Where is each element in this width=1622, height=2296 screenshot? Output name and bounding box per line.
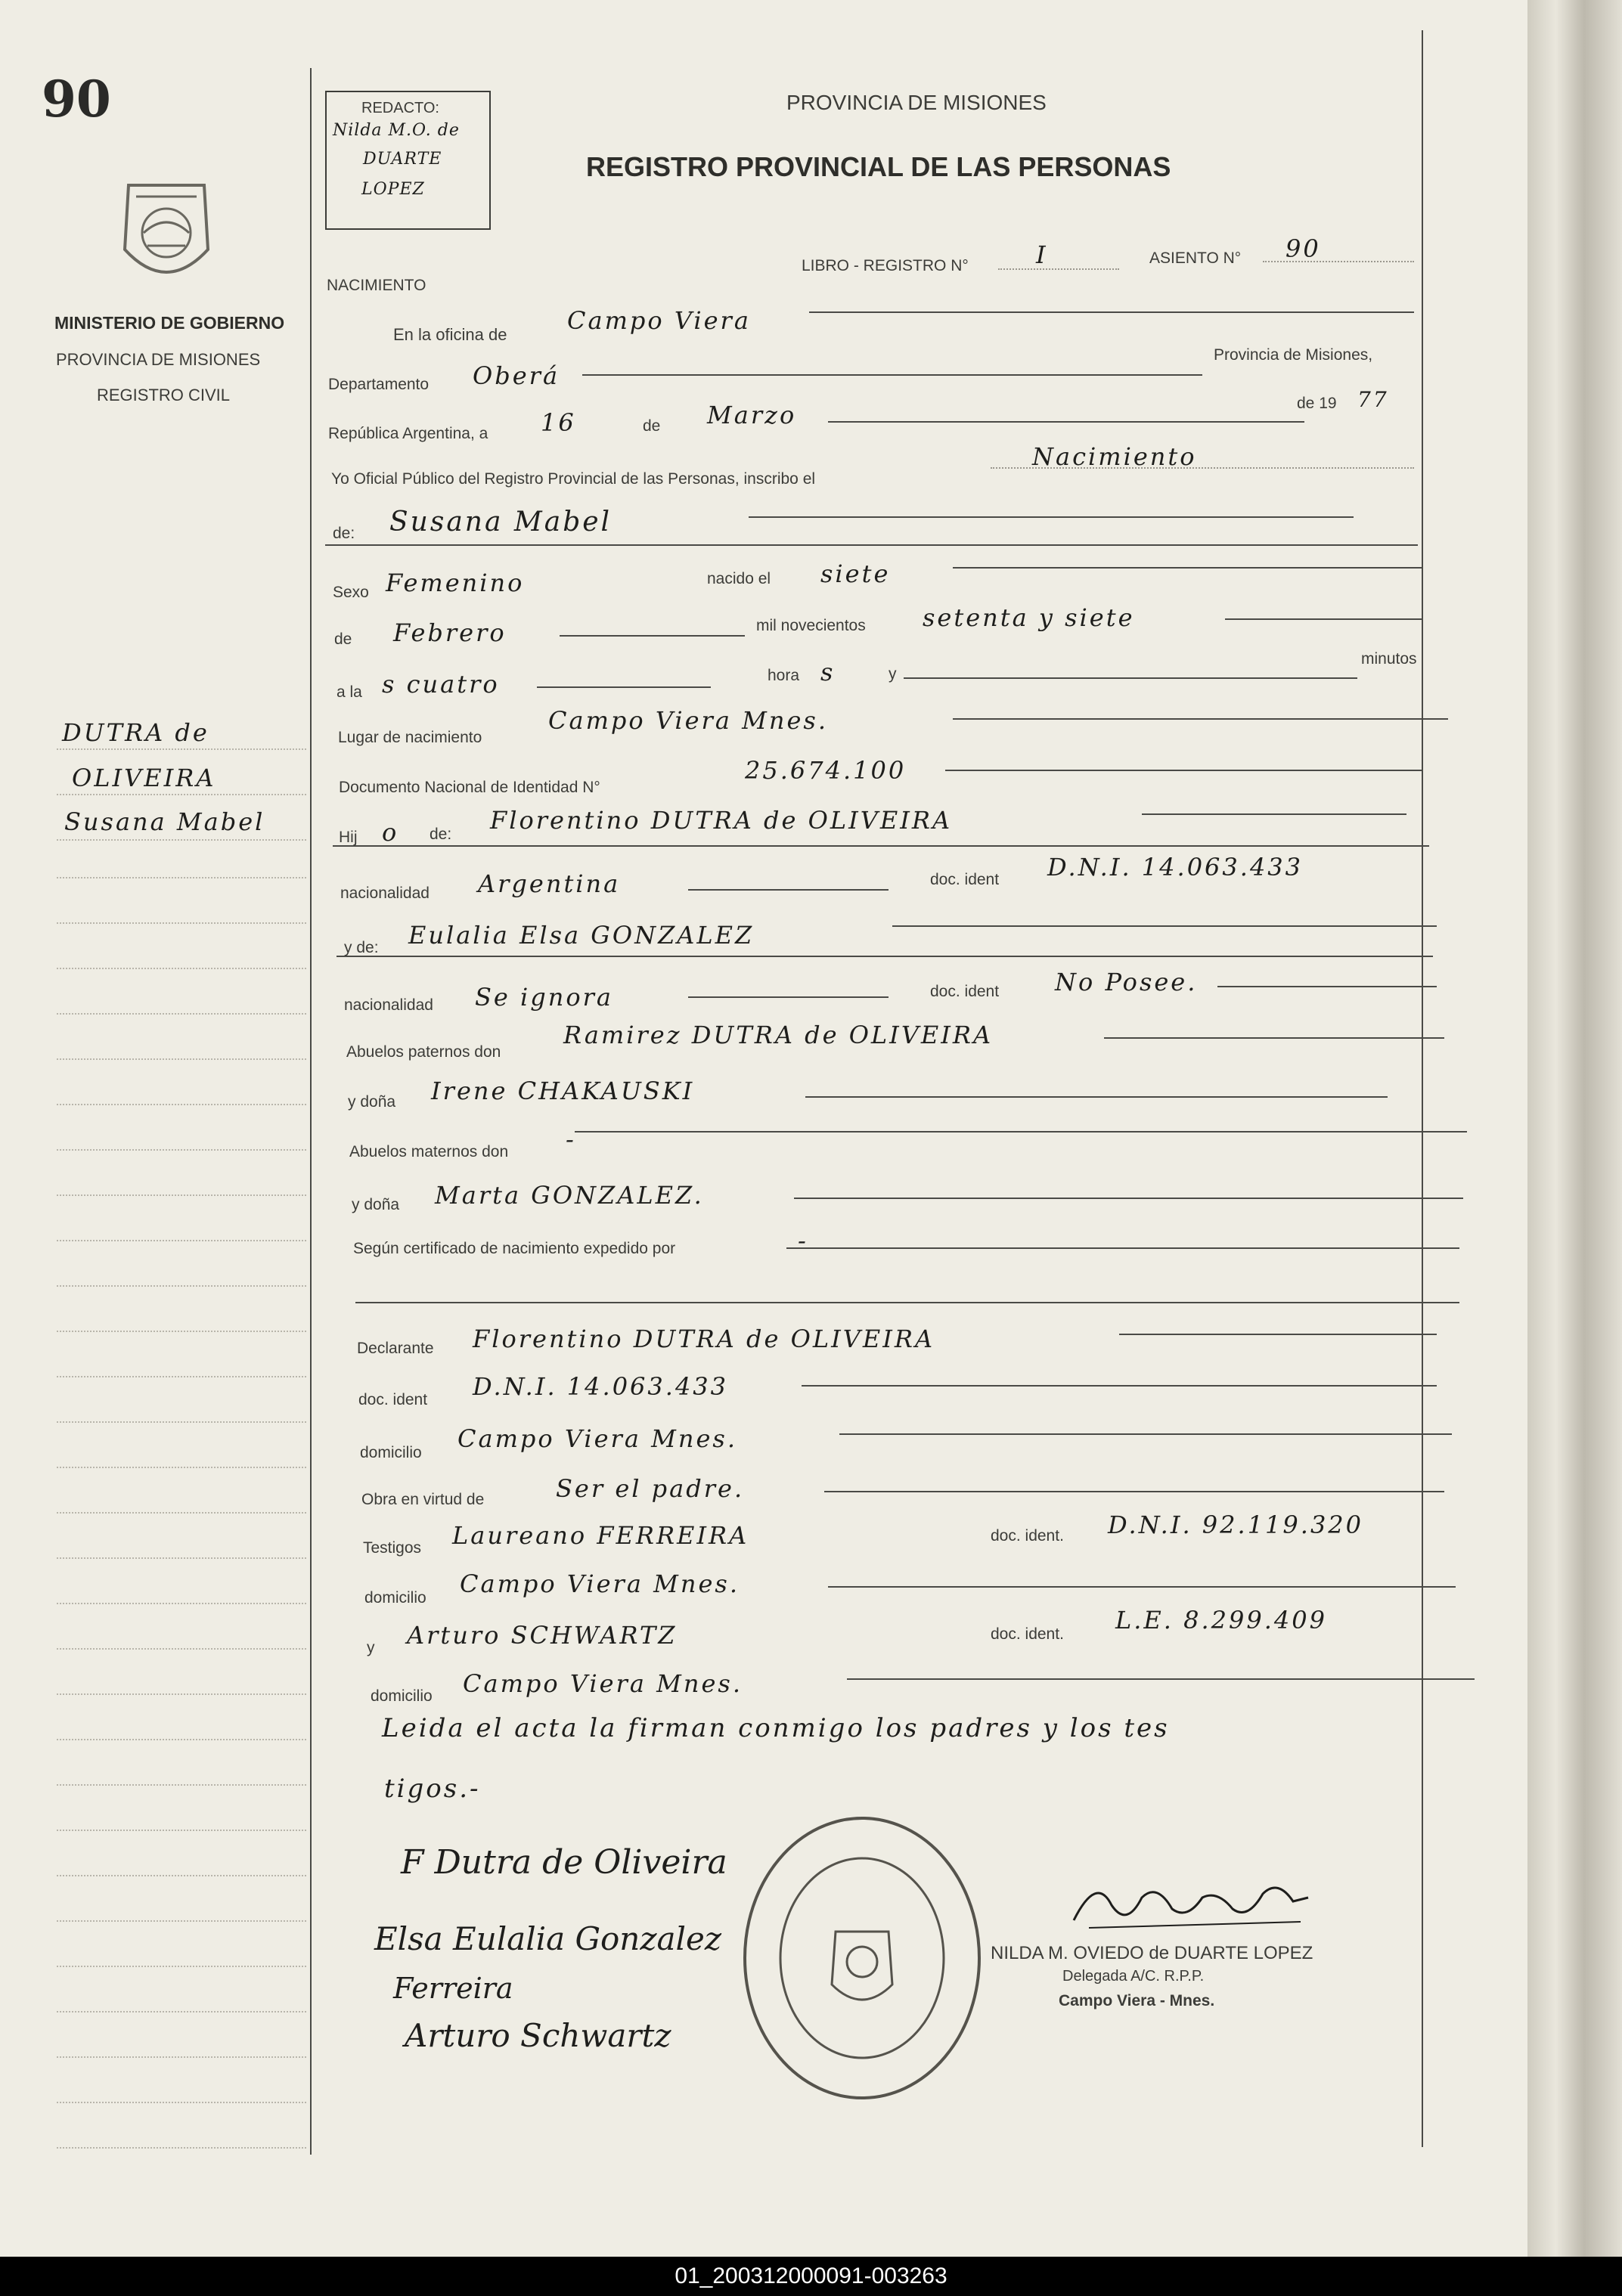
departamento-line <box>582 374 1202 376</box>
margin-rule <box>57 1512 306 1514</box>
t2-dom-label: domicilio <box>371 1687 433 1705</box>
hora-label: hora <box>768 667 800 684</box>
asiento-value: 90 <box>1286 234 1321 263</box>
margin-rule <box>57 968 306 969</box>
margin-rule <box>57 877 306 878</box>
cert-value: - <box>798 1226 808 1255</box>
decl-doc-line <box>802 1385 1437 1387</box>
obra-value: Ser el padre. <box>556 1474 745 1503</box>
official-signature <box>1066 1867 1316 1935</box>
margin-rule <box>57 1194 306 1196</box>
margin-rule <box>57 1104 306 1105</box>
ab-mat-dona-line <box>794 1198 1463 1199</box>
header-province: PROVINCIA DE MISIONES <box>786 91 1047 114</box>
madre-underline <box>336 956 1433 957</box>
nac-padre-line <box>688 889 889 891</box>
margin-rule <box>57 1467 306 1468</box>
anio-letras-value: setenta y siete <box>923 603 1135 632</box>
obra-label: Obra en virtud de <box>361 1491 485 1508</box>
margin-note-line3: Susana Mabel <box>64 807 265 836</box>
decl-doc-value: D.N.I. 14.063.433 <box>473 1372 729 1401</box>
a-las-label: a la <box>336 683 362 701</box>
lugar-value: Campo Viera Mnes. <box>548 706 828 735</box>
margin-rule <box>57 1648 306 1650</box>
asiento-dots <box>1263 261 1414 262</box>
cert-line <box>786 1247 1459 1249</box>
margin-rule <box>57 1421 306 1423</box>
margin-rule <box>57 2102 306 2103</box>
margin-rule <box>57 1331 306 1332</box>
doc-madre-line <box>1217 986 1437 987</box>
madre-line <box>892 925 1437 927</box>
nac-mes-line <box>560 635 745 637</box>
madre-label: y de: <box>344 939 379 956</box>
nombre-value: Susana Mabel <box>389 507 613 538</box>
t2-dom-value: Campo Viera Mnes. <box>463 1669 743 1698</box>
redacto-line3: LOPEZ <box>361 180 425 199</box>
hora-value: s cuatro <box>382 670 500 699</box>
hijo-de-label: de: <box>430 826 452 843</box>
declarante-line <box>1119 1334 1437 1335</box>
ab-pat-dona-line <box>805 1096 1388 1098</box>
leida-line2: tigos.- <box>384 1774 481 1804</box>
doc-padre-label: doc. ident <box>930 871 1000 888</box>
declarante-label: Declarante <box>357 1340 434 1357</box>
t1-doc-label: doc. ident. <box>991 1527 1064 1545</box>
anio-label: de 19 <box>1297 395 1337 412</box>
nacido-line <box>953 567 1422 569</box>
ab-pat-label: Abuelos paternos don <box>346 1043 501 1061</box>
margin-rule <box>57 1830 306 1831</box>
padre-underline <box>333 845 1429 847</box>
de-nombre-label: de: <box>333 525 355 542</box>
ministry-label: MINISTERIO DE GOBIERNO <box>54 313 285 333</box>
lugar-line <box>953 718 1448 720</box>
margin-note-line2: OLIVEIRA <box>72 764 216 792</box>
nac-padre-label: nacionalidad <box>340 885 430 902</box>
testigo2-value: Arturo SCHWARTZ <box>407 1621 678 1650</box>
margin-rule <box>57 839 306 841</box>
margin-rule <box>57 2011 306 2012</box>
margin-rule <box>57 748 306 750</box>
decl-doc-label: doc. ident <box>358 1391 428 1408</box>
minutos-line <box>904 677 1357 679</box>
minutos-label: minutos <box>1361 650 1417 668</box>
anio-value: 77 <box>1357 387 1389 412</box>
departamento-label: Departamento <box>328 376 430 393</box>
dia-value: 16 <box>541 408 576 437</box>
hijo-suffix: o <box>382 818 399 847</box>
provincia-label: Provincia de Misiones, <box>1214 346 1373 364</box>
de-mes-label: de <box>334 631 352 648</box>
nac-padre-value: Argentina <box>478 869 621 898</box>
ab-mat-dona-value: Marta GONZALEZ. <box>435 1181 704 1210</box>
t1-doc-value: D.N.I. 92.119.320 <box>1108 1511 1364 1539</box>
padre-value: Florentino DUTRA de OLIVEIRA <box>490 806 953 835</box>
oficial-label: Yo Oficial Público del Registro Provincial de las Personas, inscribo el <box>331 470 816 488</box>
t1-dom-line <box>828 1586 1456 1588</box>
document-title: REGISTRO PROVINCIAL DE LAS PERSONAS <box>586 151 1171 182</box>
column-rule <box>310 68 312 2155</box>
margin-rule <box>57 1693 306 1695</box>
signature-father: F Dutra de Oliveira <box>401 1843 727 1882</box>
decl-dom-label: domicilio <box>360 1444 422 1461</box>
nombre-line <box>749 516 1354 518</box>
margin-rule <box>57 1149 306 1151</box>
margin-rule <box>57 1603 306 1604</box>
margin-rule <box>57 1557 306 1559</box>
lugar-label: Lugar de nacimiento <box>338 729 482 746</box>
acto-dots <box>991 467 1414 469</box>
hora-suffix: s <box>820 658 836 686</box>
cert-line-2 <box>355 1302 1459 1303</box>
padre-line <box>1142 813 1406 815</box>
t2-doc-value: L.E. 8.299.409 <box>1115 1606 1327 1634</box>
libro-value: I <box>1036 240 1048 269</box>
nombre-underline <box>325 544 1418 546</box>
ab-pat-line <box>1104 1037 1444 1039</box>
margin-rule <box>57 1013 306 1015</box>
signature-mother: Elsa Eulalia Gonzalez <box>374 1920 721 1957</box>
nacido-value: siete <box>820 559 891 588</box>
mes-value: Marzo <box>707 401 797 429</box>
coat-of-arms-icon <box>113 174 219 295</box>
margin-rule <box>57 1285 306 1287</box>
anio-letras-line <box>1225 618 1422 620</box>
official-seal-stamp <box>737 1811 987 2105</box>
nac-madre-value: Se ignora <box>475 983 613 1012</box>
doc-padre-value: D.N.I. 14.063.433 <box>1047 853 1304 882</box>
dni-label: Documento Nacional de Identidad N° <box>339 779 600 796</box>
leida-line1: Leida el acta la firman conmigo los padres y los tes <box>382 1713 1170 1743</box>
testigo1-value: Laureano FERREIRA <box>452 1521 749 1550</box>
hora-line <box>537 686 711 688</box>
ab-pat-dona-value: Irene CHAKAUSKI <box>431 1077 695 1105</box>
departamento-value: Oberá <box>473 361 560 390</box>
madre-value: Eulalia Elsa GONZALEZ <box>408 921 755 950</box>
margin-rule <box>57 1966 306 1967</box>
redacto-label: REDACTO: <box>361 100 439 116</box>
declarante-value: Florentino DUTRA de OLIVEIRA <box>473 1325 935 1353</box>
redacto-line2: DUARTE <box>363 150 442 169</box>
t1-dom-label: domicilio <box>364 1589 426 1607</box>
redacto-line1: Nilda M.O. de <box>333 121 460 140</box>
ab-pat-dona-label: y doña <box>348 1093 396 1111</box>
nac-madre-label: nacionalidad <box>344 996 433 1014</box>
dni-line <box>945 770 1422 771</box>
decl-dom-value: Campo Viera Mnes. <box>457 1424 737 1453</box>
t2-doc-label: doc. ident. <box>991 1625 1064 1643</box>
ab-mat-dona-label: y doña <box>352 1196 400 1213</box>
margin-rule <box>57 1739 306 1740</box>
page-edge <box>1527 0 1622 2257</box>
margin-rule <box>57 2147 306 2149</box>
acto-value: Nacimiento <box>1032 442 1197 471</box>
cert-label: Según certificado de nacimiento expedido por <box>353 1240 676 1257</box>
margin-rule <box>57 922 306 924</box>
folio-number: 90 <box>42 70 111 129</box>
ab-pat-value: Ramirez DUTRA de OLIVEIRA <box>563 1021 994 1049</box>
footer-id: 01_200312000091-003263 <box>675 2263 947 2288</box>
t2-y-label: y <box>367 1639 375 1656</box>
mes-line <box>828 421 1304 423</box>
official-role: Delegada A/C. R.P.P. <box>1062 1968 1205 1985</box>
libro-dots <box>998 268 1119 270</box>
margin-rule <box>57 1784 306 1786</box>
margin-note-line1: DUTRA de <box>62 718 209 747</box>
testigos-label: Testigos <box>363 1539 422 1557</box>
mil-label: mil novecientos <box>756 617 866 634</box>
nacido-label: nacido el <box>707 570 771 587</box>
de-label: de <box>643 417 661 435</box>
margin-rule <box>57 1376 306 1377</box>
decl-dom-line <box>839 1433 1452 1435</box>
obra-line <box>824 1491 1444 1492</box>
nac-madre-line <box>688 996 889 998</box>
republica-label: República Argentina, a <box>328 425 488 442</box>
t2-dom-line <box>847 1678 1475 1680</box>
asiento-label: ASIENTO N° <box>1149 249 1242 267</box>
signature-witness1: Ferreira <box>393 1972 513 2005</box>
margin-rule <box>57 1058 306 1060</box>
margin-rule <box>57 1875 306 1876</box>
ab-mat-label: Abuelos maternos don <box>349 1143 509 1160</box>
oficina-value: Campo Viera <box>567 306 751 335</box>
dni-value: 25.674.100 <box>745 756 907 785</box>
margin-rule <box>57 794 306 795</box>
doc-madre-value: No Posee. <box>1055 968 1198 996</box>
oficina-label: En la oficina de <box>393 325 507 344</box>
official-place: Campo Viera - Mnes. <box>1059 1992 1215 2009</box>
sexo-label: Sexo <box>333 584 369 601</box>
registry-label: REGISTRO CIVIL <box>97 386 231 404</box>
doc-madre-label: doc. ident <box>930 983 1000 1000</box>
record-type: NACIMIENTO <box>327 277 426 294</box>
margin-rule <box>57 2056 306 2058</box>
sexo-value: Femenino <box>386 569 525 597</box>
margin-rule <box>57 1920 306 1922</box>
column-rule <box>1422 30 1423 2147</box>
t1-dom-value: Campo Viera Mnes. <box>460 1569 740 1598</box>
y-label: y <box>889 665 897 683</box>
signature-witness2: Arturo Schwartz <box>405 2017 671 2054</box>
nac-mes-value: Febrero <box>393 618 507 647</box>
oficina-line <box>809 311 1414 313</box>
hijo-label: Hij <box>339 829 358 846</box>
ab-mat-line <box>575 1131 1467 1133</box>
libro-label: LIBRO - REGISTRO N° <box>802 257 969 274</box>
footer-bar <box>0 2257 1622 2296</box>
province-label: PROVINCIA DE MISIONES <box>56 350 261 369</box>
official-name: NILDA M. OVIEDO de DUARTE LOPEZ <box>991 1943 1313 1963</box>
margin-rule <box>57 1240 306 1241</box>
ab-mat-value: - <box>566 1125 576 1154</box>
